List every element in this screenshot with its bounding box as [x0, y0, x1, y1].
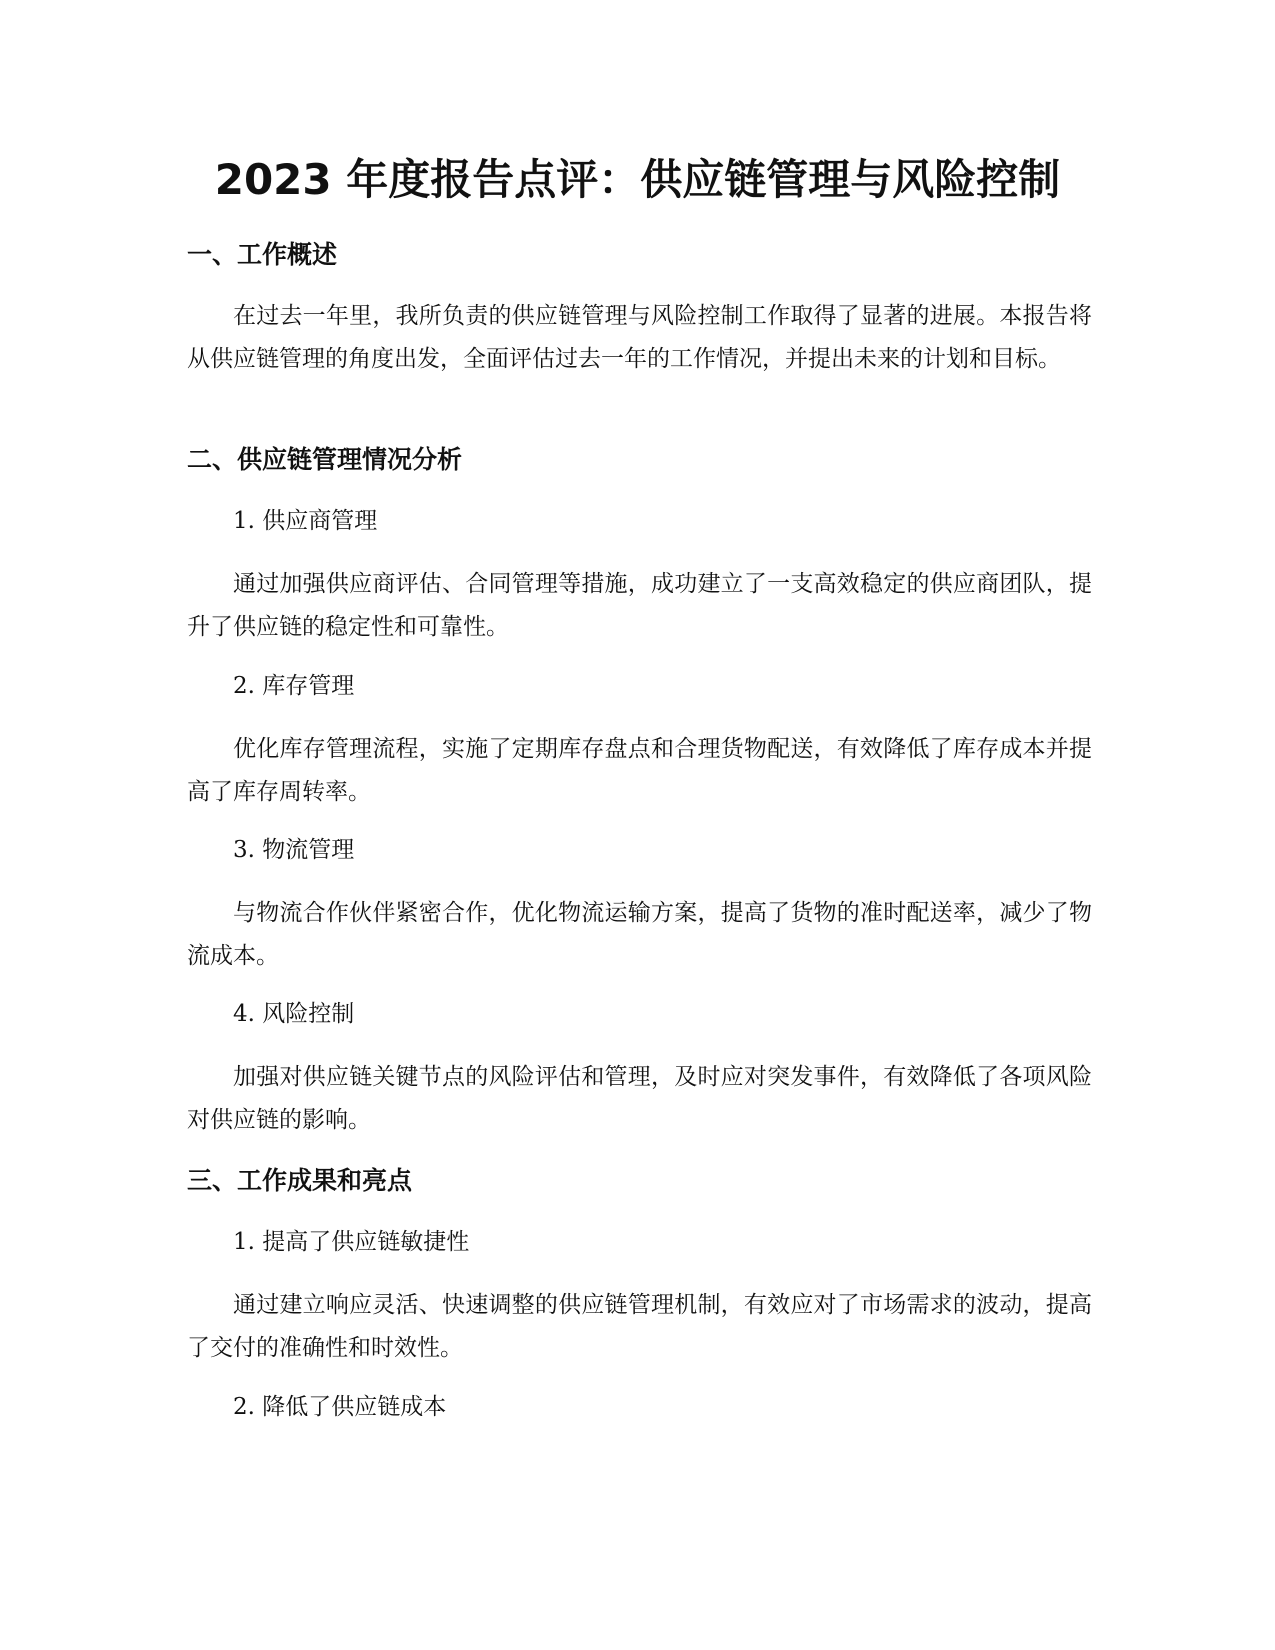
paragraph-agility: 通过建立响应灵活、快速调整的供应链管理机制，有效应对了市场需求的波动，提高了交付的准确性和时效性。 [187, 1292, 1092, 1361]
paragraph-supplier-management: 通过加强供应商评估、合同管理等措施，成功建立了一支高效稳定的供应商团队，提升了供应链的稳定性和可靠性。 [187, 571, 1092, 640]
paragraph-risk-control: 加强对供应链关键节点的风险评估和管理，及时应对突发事件，有效降低了各项风险对供应链的影响。 [187, 1064, 1092, 1133]
subheading-supplier-management: 1. 供应商管理 [233, 508, 378, 534]
subheading-risk-control: 4. 风险控制 [233, 1001, 355, 1027]
document-title: 2023 年度报告点评：供应链管理与风险控制 [214, 155, 1061, 204]
section-heading-supply-chain-analysis: 二、供应链管理情况分析 [187, 445, 463, 474]
paragraph-inventory-management: 优化库存管理流程，实施了定期库存盘点和合理货物配送，有效降低了库存成本并提高了库存周转率。 [187, 736, 1092, 805]
section-paragraph-overview: 在过去一年里，我所负责的供应链管理与风险控制工作取得了显著的进展。本报告将从供应链管理的角度出发，全面评估过去一年的工作情况，并提出未来的计划和目标。 [187, 303, 1092, 372]
subheading-inventory-management: 2. 库存管理 [233, 673, 355, 699]
subheading-cost-reduction: 2. 降低了供应链成本 [233, 1394, 447, 1420]
paragraph-logistics-management: 与物流合作伙伴紧密合作，优化物流运输方案，提高了货物的准时配送率，减少了物流成本。 [187, 900, 1092, 969]
section-heading-overview: 一、工作概述 [187, 240, 338, 269]
section-heading-results-highlights: 三、工作成果和亮点 [187, 1166, 413, 1195]
subheading-agility: 1. 提高了供应链敏捷性 [233, 1229, 470, 1255]
subheading-logistics-management: 3. 物流管理 [233, 837, 355, 863]
